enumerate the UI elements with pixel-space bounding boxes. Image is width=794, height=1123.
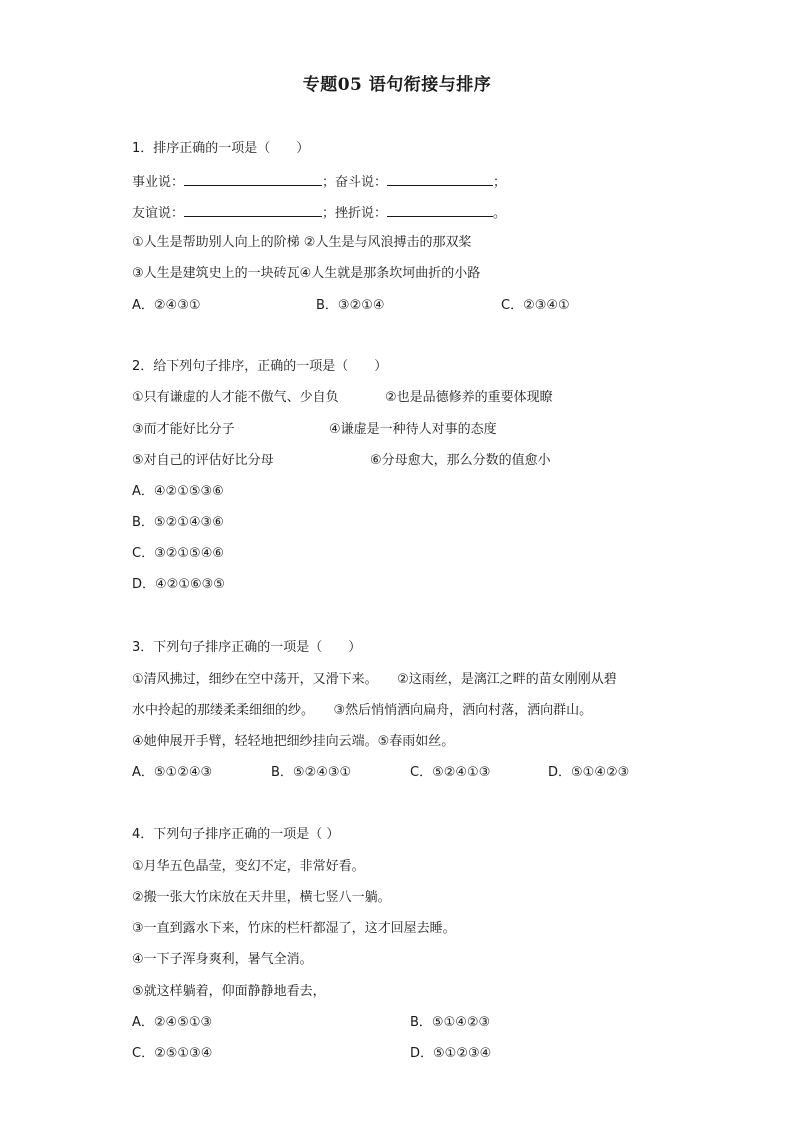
q1-blank-1	[184, 171, 322, 186]
q3-option-b: B．⑤②④③①	[271, 765, 352, 780]
q4-stem: 4．下列句子排序正确的一项是（ ）	[132, 827, 340, 842]
q1-row1-end: ；	[493, 175, 507, 190]
q2-sentence-1: ①只有谦虚的人才能不傲气、少自负	[132, 390, 339, 405]
q2-option-d: D．④②①⑥③⑤	[132, 577, 225, 592]
q4-sentence-1: ①月华五色晶莹，变幻不定，非常好看。	[132, 859, 365, 874]
q1-row2-end: 。	[493, 206, 507, 221]
q3-option-a: A．⑤①②④③	[132, 765, 213, 780]
q2-option-b: B．⑤②①④③⑥	[132, 515, 224, 530]
page-title: 专题05 语句衔接与排序	[302, 75, 492, 95]
q3-passage-line-2: 水中拎起的那缕柔柔细细的纱。 ③然后悄悄洒向扁舟，洒向村落，洒向群山。	[132, 703, 593, 718]
q1-option-c: C．②③④①	[501, 298, 570, 313]
q2-option-a: A．④②①⑤③⑥	[132, 484, 224, 499]
q1-sentences-1: ①人生是帮助别人向上的阶梯 ②人生是与风浪搏击的那双桨	[132, 235, 472, 250]
q4-option-a: A．②④⑤①③	[132, 1015, 213, 1030]
q1-option-a: A．②④③①	[132, 298, 201, 313]
q1-row2-label: 友谊说：	[132, 206, 185, 221]
q2-sentence-3: ③而才能好比分子	[132, 422, 235, 437]
q1-row1-label: 事业说：	[132, 175, 185, 190]
q3-option-c: C．⑤②④①③	[410, 765, 491, 780]
q1-row2-sep: ；挫折说：	[322, 206, 388, 221]
q1-row1-sep: ；奋斗说：	[322, 175, 388, 190]
q4-sentence-5: ⑤就这样躺着，仰面静静地看去，	[132, 984, 326, 999]
q3-passage-line-1: ①清风拂过，细纱在空中荡开，又滑下来。 ②这雨丝，是漓江之畔的苗女刚刚从碧	[132, 672, 617, 687]
q4-sentence-3: ③一直到露水下来，竹床的栏杆都湿了，这才回屋去睡。	[132, 921, 456, 936]
q1-blank-2	[387, 171, 493, 186]
q1-blank-4	[387, 202, 493, 217]
q2-sentence-4: ④谦虚是一种待人对事的态度	[329, 422, 497, 437]
q1-fill-row-2	[132, 202, 506, 224]
q2-stem: 2．给下列句子排序，正确的一项是（ ）	[132, 359, 388, 374]
q4-option-b: B．⑤①④②③	[410, 1015, 491, 1030]
q4-sentence-4: ④一下子浑身爽利，暑气全消。	[132, 952, 313, 967]
q2-sentence-6: ⑥分母愈大，那么分数的值愈小	[370, 453, 551, 468]
q2-sentence-2: ②也是品德修养的重要体现瞭	[385, 390, 553, 405]
q1-sentences-2: ③人生是建筑史上的一块砖瓦④人生就是那条坎坷曲折的小路	[132, 266, 481, 281]
q2-sentence-5: ⑤对自己的评估好比分母	[132, 453, 274, 468]
q4-option-d: D．⑤①②③④	[410, 1046, 492, 1061]
q1-stem: 1．排序正确的一项是（ ）	[132, 141, 310, 156]
q4-option-c: C．②⑤①③④	[132, 1046, 213, 1061]
q2-option-c: C．③②①⑤④⑥	[132, 546, 225, 561]
q1-option-b: B．③②①④	[316, 298, 385, 313]
q1-fill-row-1	[132, 171, 506, 193]
q3-option-d: D．⑤①④②③	[548, 765, 630, 780]
q3-stem: 3．下列句子排序正确的一项是（ ）	[132, 640, 362, 655]
q4-sentence-2: ②搬一张大竹床放在天井里，横七竖八一躺。	[132, 890, 391, 905]
q1-blank-3	[184, 202, 322, 217]
q3-passage-line-3: ④她伸展开手臂，轻轻地把细纱挂向云端。⑤春雨如丝。	[132, 734, 455, 749]
